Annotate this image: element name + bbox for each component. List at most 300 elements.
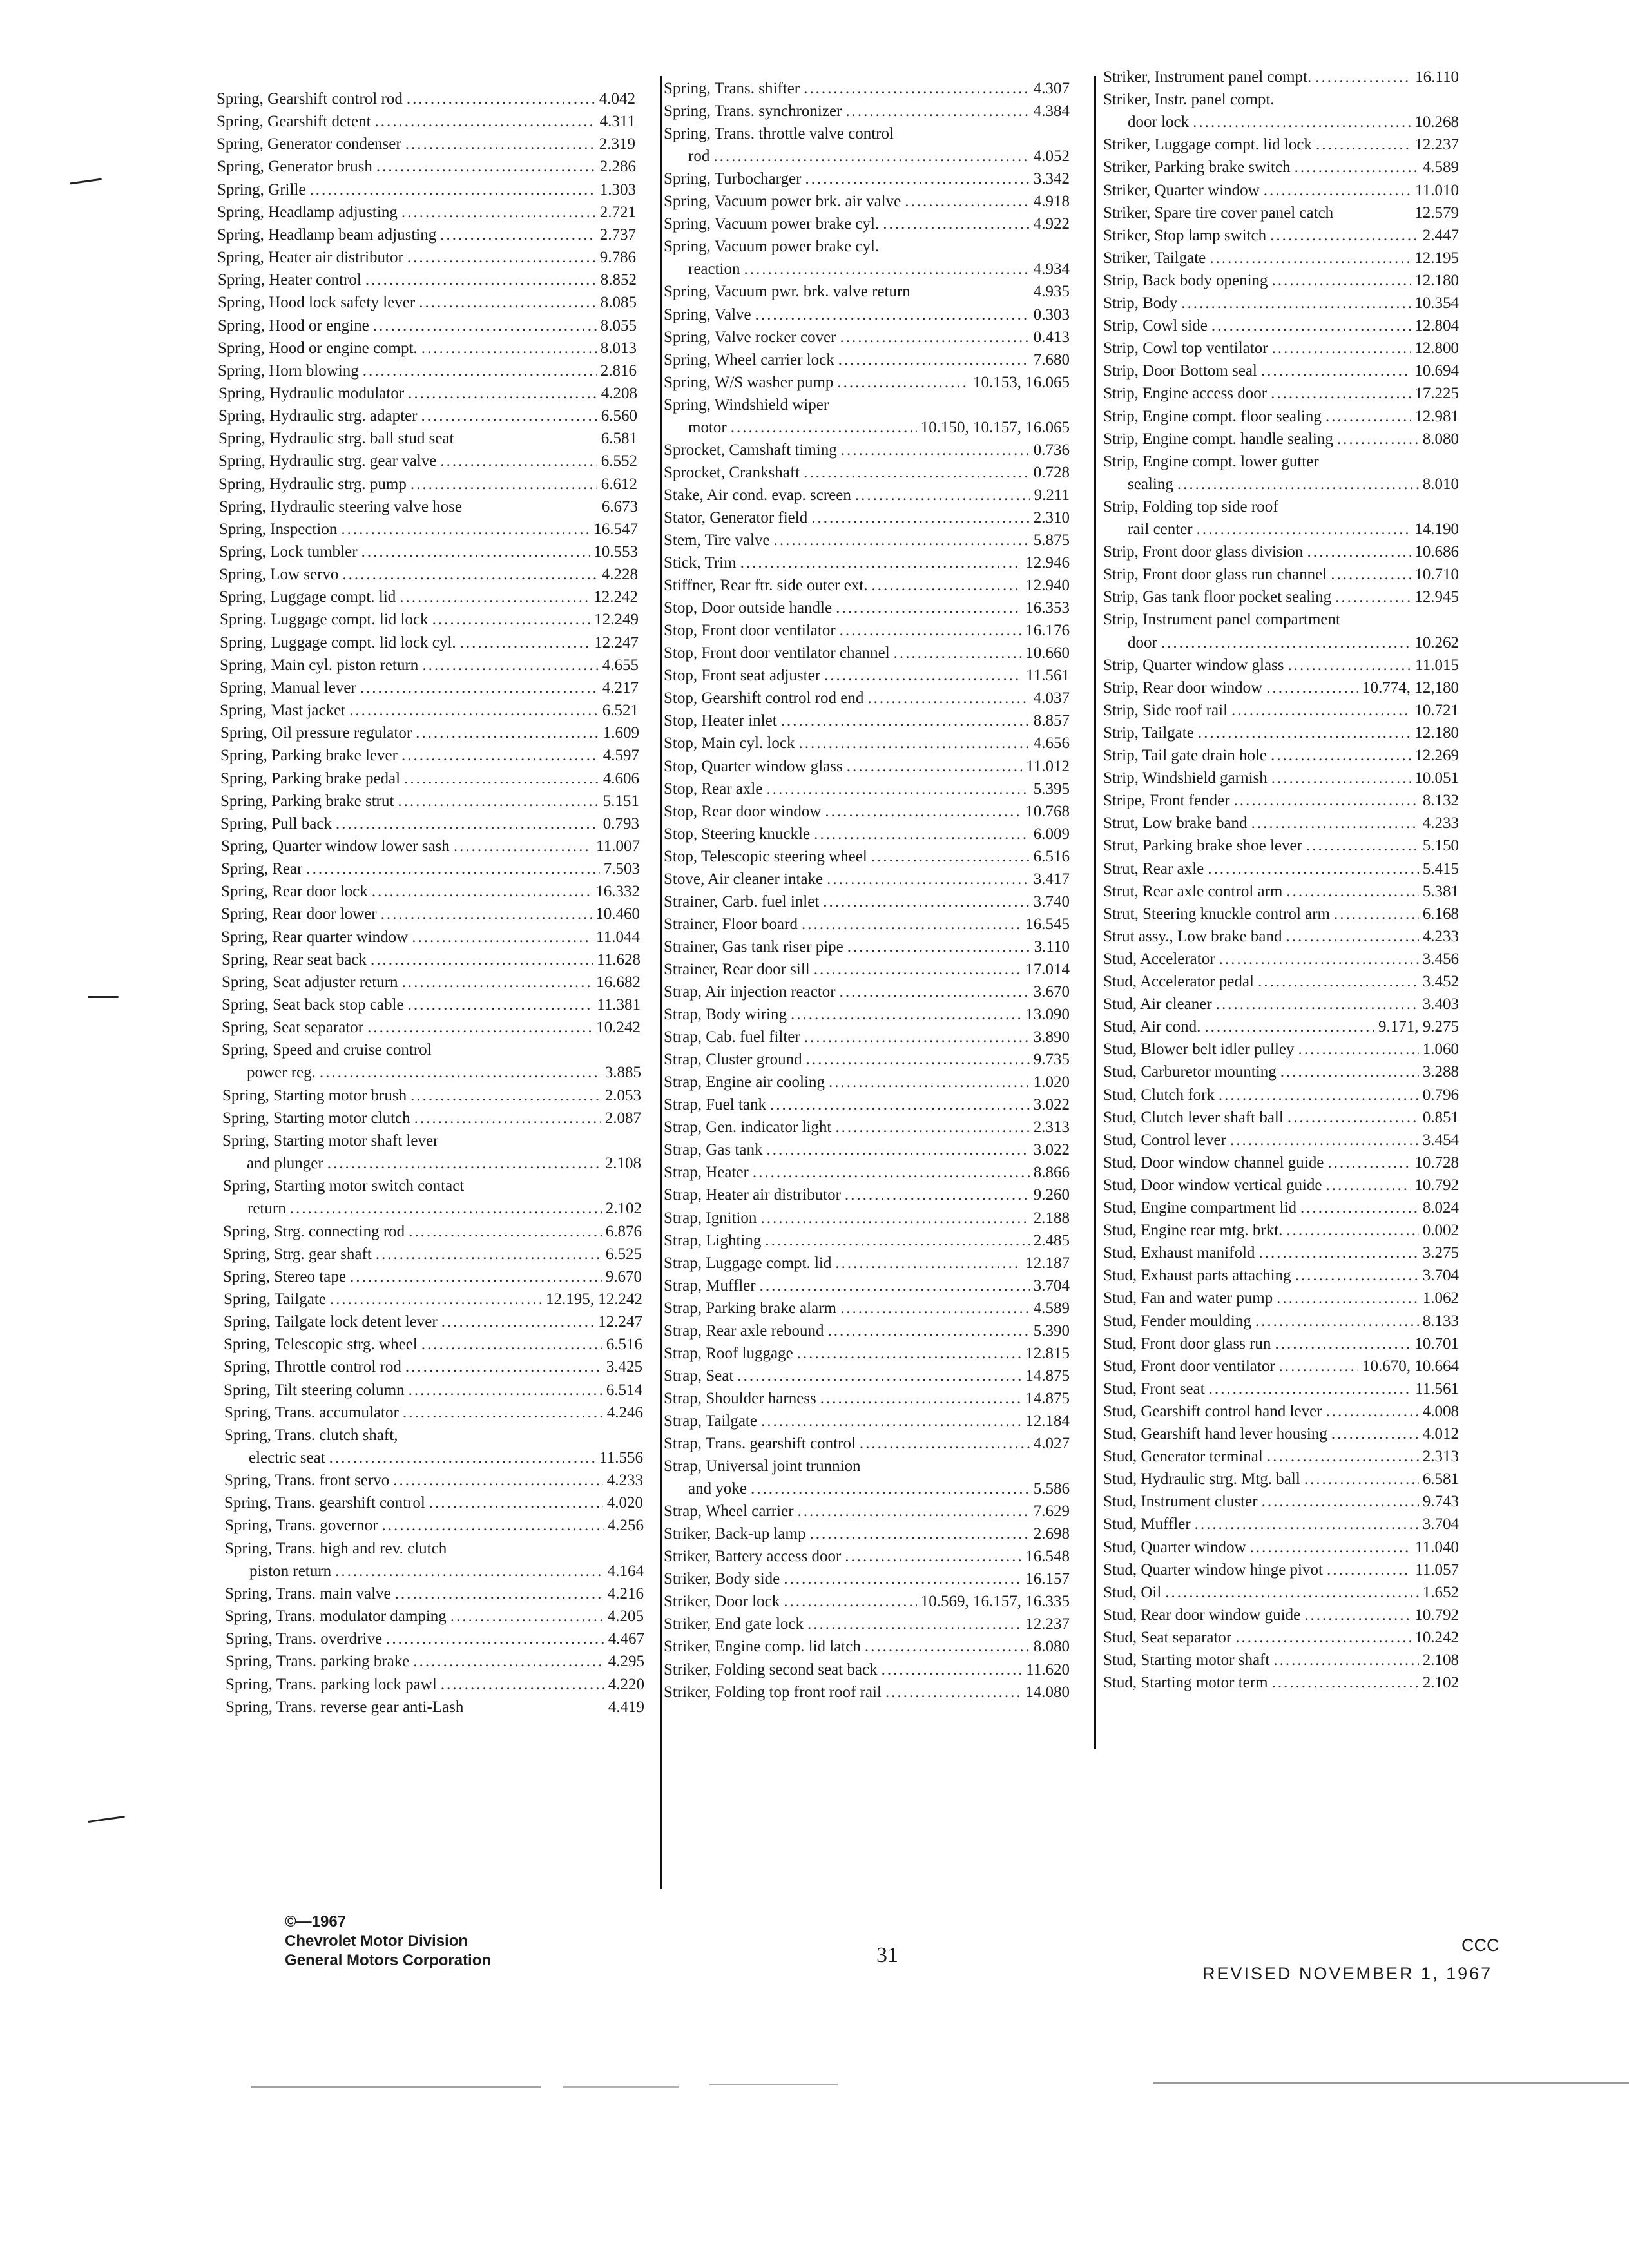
index-entry xyxy=(664,1455,1070,1478)
leader-dots xyxy=(753,1161,1030,1184)
leader-dots xyxy=(744,258,1030,281)
leader-dots xyxy=(402,971,593,994)
entry-reference: 16.682 xyxy=(596,973,641,991)
index-entry xyxy=(1103,1423,1459,1446)
leader-dots xyxy=(398,790,599,813)
entry-reference: 10.051 xyxy=(1414,769,1459,787)
leader-dots xyxy=(412,926,592,949)
column-divider-left xyxy=(660,76,662,1889)
entry-label: Spring, Hydraulic strg. adapter xyxy=(218,407,418,425)
entry-label: Spring, Hydraulic steering valve hose xyxy=(219,497,462,515)
entry-reference: 2.319 xyxy=(599,135,635,153)
leader-dots xyxy=(1273,1649,1418,1672)
entry-label: Stripe, Front fender xyxy=(1103,792,1230,810)
entry-label: Strip, Side roof rail xyxy=(1103,701,1228,719)
index-entry xyxy=(223,1175,642,1198)
entry-label: Stud, Blower belt idler pulley xyxy=(1103,1041,1295,1059)
entry-label: Strainer, Carb. fuel inlet xyxy=(664,892,820,910)
leader-dots xyxy=(807,1613,1021,1636)
entry-reference: 10.721 xyxy=(1414,701,1459,719)
entry-label: Strip, Cowl top ventilator xyxy=(1103,340,1268,358)
leader-dots xyxy=(781,709,1030,733)
index-entry xyxy=(664,664,1070,687)
leader-dots xyxy=(1197,518,1411,541)
leader-dots xyxy=(1280,1061,1419,1084)
entry-reference: 8.852 xyxy=(600,271,637,289)
entry-reference: 6.876 xyxy=(605,1222,642,1240)
index-entry xyxy=(222,1016,641,1039)
leader-dots xyxy=(336,812,599,836)
leader-dots xyxy=(1230,1129,1419,1152)
entry-reference: 11.010 xyxy=(1415,181,1459,199)
entry-label: Stud, Front door ventilator xyxy=(1103,1357,1275,1375)
entry-label: Spring, Luggage compt. lid xyxy=(219,588,396,606)
entry-label: Strap, Trans. gearshift control xyxy=(664,1435,856,1452)
leader-dots xyxy=(797,1342,1022,1365)
index-entry xyxy=(224,1469,643,1492)
leader-dots xyxy=(1271,382,1411,405)
leader-dots xyxy=(429,1492,603,1515)
leader-dots xyxy=(372,880,592,903)
index-entry xyxy=(223,1265,642,1289)
entry-reference: 2.485 xyxy=(1033,1231,1070,1249)
index-entry xyxy=(220,654,639,677)
entry-label: Strap, Heater xyxy=(664,1164,749,1182)
entry-reference: 3.452 xyxy=(1422,973,1459,990)
leader-dots xyxy=(827,868,1030,891)
entry-label: Stick, Trim xyxy=(664,554,737,572)
leader-dots xyxy=(835,1116,1029,1139)
index-entry xyxy=(1103,382,1459,405)
entry-reference: 3.342 xyxy=(1033,170,1070,188)
index-entry xyxy=(664,1410,1070,1433)
entry-label: Spring, Oil pressure regulator xyxy=(220,724,412,742)
index-entry xyxy=(218,314,637,338)
entry-reference: 12.195, 12.242 xyxy=(546,1290,642,1308)
index-entry xyxy=(664,823,1070,846)
entry-reference: 4.246 xyxy=(606,1403,643,1421)
index-entry xyxy=(222,971,641,994)
copyright-year: ©—1967 xyxy=(285,1913,347,1930)
entry-label: Spring, Strg. connecting rod xyxy=(223,1222,405,1240)
index-entry xyxy=(221,835,640,858)
entry-label: Strap, Tailgate xyxy=(664,1412,757,1430)
index-entry xyxy=(218,269,637,292)
entry-label: Spring, Starting motor shaft lever xyxy=(222,1131,439,1149)
leader-dots xyxy=(1295,1264,1419,1287)
leader-dots xyxy=(1216,993,1419,1016)
entry-reference: 2.087 xyxy=(604,1109,641,1127)
leader-dots xyxy=(905,190,1030,213)
entry-label: Spring, Seat adjuster return xyxy=(222,973,398,991)
entry-label: Sprocket, Camshaft timing xyxy=(664,441,837,459)
leader-dots xyxy=(404,767,599,791)
entry-label: Spring, Mast jacket xyxy=(220,702,346,720)
index-entry xyxy=(664,1229,1070,1253)
index-entry xyxy=(222,1084,641,1108)
entry-reference: 8.010 xyxy=(1422,475,1459,493)
entry-reference: 8.132 xyxy=(1422,792,1459,810)
entry-reference: 4.307 xyxy=(1033,80,1070,97)
index-entry xyxy=(1103,970,1459,994)
leader-dots xyxy=(450,1605,604,1628)
index-entry xyxy=(664,1026,1070,1049)
entry-label: Spring, Throttle control rod xyxy=(224,1358,401,1376)
entry-label: Spring, Trans. front servo xyxy=(224,1472,390,1490)
entry-reference: 3.670 xyxy=(1033,983,1070,1001)
index-entry xyxy=(664,574,1070,597)
leader-dots xyxy=(1327,1559,1411,1582)
entry-reference: 11.015 xyxy=(1415,656,1459,674)
leader-dots xyxy=(1286,880,1418,903)
index-entry xyxy=(1103,1468,1459,1491)
entry-label: Stud, Accelerator pedal xyxy=(1103,973,1254,990)
entry-label: Stud, Starting motor shaft xyxy=(1103,1651,1270,1669)
index-entry xyxy=(664,1252,1070,1275)
leader-dots xyxy=(1327,1151,1411,1175)
entry-reference: 12.195 xyxy=(1414,249,1459,267)
entry-label: Stop, Main cyl. lock xyxy=(664,735,795,753)
index-entry xyxy=(222,994,641,1017)
entry-label: Striker, Tailgate xyxy=(1103,249,1206,267)
leader-dots xyxy=(409,1220,602,1244)
index-entry xyxy=(218,337,637,360)
leader-dots xyxy=(327,1152,601,1175)
entry-label: Stud, Fan and water pump xyxy=(1103,1289,1273,1307)
leader-dots xyxy=(809,1523,1029,1546)
leader-dots xyxy=(882,1658,1023,1682)
index-entry xyxy=(217,155,636,178)
entry-reference: 8.857 xyxy=(1033,712,1070,730)
entry-reference: 5.586 xyxy=(1033,1480,1070,1498)
leader-dots xyxy=(825,800,1021,823)
entry-label: Strap, Body wiring xyxy=(664,1006,787,1024)
entry-reference: 14.875 xyxy=(1025,1389,1070,1407)
index-entry xyxy=(664,1320,1070,1343)
index-entry xyxy=(219,518,638,541)
index-entry xyxy=(218,473,637,496)
leader-dots xyxy=(1326,1174,1411,1197)
entry-reference: 4.042 xyxy=(599,90,635,108)
index-entry xyxy=(664,394,1070,417)
entry-reference: 4.008 xyxy=(1422,1402,1459,1420)
index-entry xyxy=(1103,880,1459,903)
index-entry xyxy=(664,303,1070,327)
entry-reference: 11.012 xyxy=(1026,757,1070,775)
index-entry xyxy=(1103,586,1459,609)
entry-reference: 6.673 xyxy=(601,497,638,515)
entry-label: Strap, Air injection reactor xyxy=(664,983,836,1001)
index-entry xyxy=(664,1003,1070,1026)
entry-reference: 12.180 xyxy=(1414,271,1459,289)
leader-dots xyxy=(1325,405,1411,428)
index-entry xyxy=(224,1333,642,1356)
leader-dots xyxy=(1204,1015,1374,1039)
entry-label: Stator, Generator field xyxy=(664,508,808,526)
index-entry xyxy=(218,450,637,473)
entry-reference: 4.037 xyxy=(1033,689,1070,707)
entry-label: Spring, Parking brake strut xyxy=(220,792,394,810)
leader-dots xyxy=(713,145,1029,168)
entry-label: Stud, Instrument cluster xyxy=(1103,1493,1258,1511)
entry-reference: 0.728 xyxy=(1033,463,1070,481)
entry-label: Strip, Rear door window xyxy=(1103,678,1263,697)
index-entry xyxy=(1128,631,1459,655)
leader-dots xyxy=(1261,360,1411,383)
index-entry xyxy=(664,1590,1070,1613)
leader-dots xyxy=(361,541,590,564)
index-entry xyxy=(664,913,1070,936)
leader-dots xyxy=(1315,66,1411,89)
index-entry xyxy=(664,981,1070,1004)
entry-reference: 4.233 xyxy=(1422,927,1459,945)
index-entry xyxy=(1103,1536,1459,1559)
entry-reference: 12.269 xyxy=(1414,747,1459,764)
entry-reference: 11.561 xyxy=(1026,667,1070,685)
entry-label: Strip, Engine compt. floor sealing xyxy=(1103,407,1322,425)
index-entry xyxy=(1103,360,1459,383)
leader-dots xyxy=(1208,858,1419,881)
index-entry xyxy=(664,1161,1070,1184)
entry-reference: 4.295 xyxy=(608,1653,644,1671)
entry-reference: 10.242 xyxy=(1414,1628,1459,1646)
leader-dots xyxy=(1286,1219,1418,1242)
entry-reference: 12.981 xyxy=(1414,407,1459,425)
index-entry xyxy=(223,1243,642,1266)
leader-dots xyxy=(421,337,597,360)
entry-reference: 4.164 xyxy=(607,1562,644,1580)
leader-dots xyxy=(814,823,1030,846)
entry-reference: 12.247 xyxy=(594,633,639,651)
leader-dots xyxy=(419,291,597,314)
index-entry xyxy=(1103,1151,1459,1175)
entry-label: Spring, Trans. high and rev. clutch xyxy=(225,1539,447,1557)
leader-dots xyxy=(421,405,597,428)
entry-reference: 3.275 xyxy=(1422,1244,1459,1262)
entry-label: Striker, Folding top front roof rail xyxy=(664,1683,882,1701)
entry-label: Spring, Lock tumbler xyxy=(219,543,358,561)
index-entry xyxy=(664,1184,1070,1207)
leader-dots xyxy=(847,755,1022,778)
index-entry xyxy=(664,1116,1070,1139)
leader-dots xyxy=(376,155,596,178)
entry-reference: 6.560 xyxy=(601,407,637,425)
index-entry xyxy=(664,439,1070,462)
entry-reference: 11.620 xyxy=(1026,1660,1070,1678)
entry-reference: 12.247 xyxy=(598,1313,642,1331)
entry-reference: 10.153, 16.065 xyxy=(973,373,1070,391)
leader-dots xyxy=(320,1061,601,1084)
entry-reference: 3.425 xyxy=(606,1358,642,1376)
entry-label: Strip, Front door glass division xyxy=(1103,543,1304,561)
entry-label: return xyxy=(247,1200,286,1218)
index-entry xyxy=(1103,179,1459,202)
entry-reference: 4.655 xyxy=(602,656,639,674)
entry-reference: 4.656 xyxy=(1033,735,1070,753)
index-entry xyxy=(1103,450,1459,474)
leader-dots xyxy=(835,1252,1021,1275)
index-entry xyxy=(664,687,1070,710)
leader-dots xyxy=(1275,1332,1411,1356)
entry-label: Spring, Headlamp adjusting xyxy=(217,203,398,221)
entry-label: Stud, Hydraulic strg. Mtg. ball xyxy=(1103,1470,1300,1488)
entry-label: rod xyxy=(688,148,710,166)
leader-dots xyxy=(802,913,1021,936)
entry-label: Spring, Hydraulic strg. ball stud seat xyxy=(218,430,454,448)
leader-dots xyxy=(1177,473,1419,496)
entry-reference: 3.740 xyxy=(1033,892,1070,910)
leader-dots xyxy=(1304,1468,1419,1491)
index-entry xyxy=(664,936,1070,959)
leader-dots xyxy=(395,1582,604,1606)
entry-label: Spring, Trans. gearshift control xyxy=(224,1494,425,1512)
entry-reference: 11.628 xyxy=(597,950,641,968)
entry-label: Spring, Generator condenser xyxy=(217,135,401,153)
entry-reference: 9.786 xyxy=(599,249,636,267)
entry-label: Stop, Quarter window glass xyxy=(664,757,843,775)
leader-dots xyxy=(360,677,599,700)
index-entry xyxy=(664,506,1070,530)
entry-reference: 5.381 xyxy=(1422,882,1459,900)
entry-reference: 12.946 xyxy=(1025,554,1070,572)
index-entry xyxy=(664,1635,1070,1658)
leader-dots xyxy=(350,1265,602,1289)
entry-label: Strip, Front door glass run channel xyxy=(1103,566,1327,584)
leader-dots xyxy=(1231,699,1411,722)
leader-dots xyxy=(865,1635,1030,1658)
index-entry xyxy=(1103,224,1459,247)
index-entry xyxy=(220,744,639,767)
index-entry xyxy=(224,1311,642,1334)
entry-reference: 6.525 xyxy=(605,1245,642,1263)
entry-label: Stud, Engine compartment lid xyxy=(1103,1199,1296,1216)
entry-reference: 11.007 xyxy=(596,837,640,855)
index-entry xyxy=(664,1681,1070,1704)
entry-label: Spring, Pull back xyxy=(220,814,332,832)
entry-label: Spring, Headlamp beam adjusting xyxy=(217,226,437,244)
leader-dots xyxy=(804,461,1030,485)
index-entry xyxy=(664,1523,1070,1546)
index-entry xyxy=(217,110,635,133)
leader-dots xyxy=(1255,1310,1419,1333)
entry-reference: 6.168 xyxy=(1422,905,1459,923)
copyright-division: Chevrolet Motor Division xyxy=(285,1932,468,1950)
entry-label: Spring, Luggage compt. lid lock cyl. xyxy=(220,633,456,651)
entry-label: Strut, Rear axle control arm xyxy=(1103,882,1283,900)
entry-reference: 4.922 xyxy=(1033,215,1070,233)
entry-reference: 11.057 xyxy=(1415,1561,1459,1579)
entry-reference: 3.704 xyxy=(1033,1276,1070,1294)
leader-dots xyxy=(731,416,917,439)
index-entry xyxy=(220,699,639,722)
entry-label: door xyxy=(1128,633,1157,651)
leader-dots xyxy=(401,744,599,767)
entry-label: Spring, Starting motor brush xyxy=(222,1086,407,1104)
entry-reference: 6.612 xyxy=(601,475,637,493)
entry-label: Strap, Universal joint trunnion xyxy=(664,1457,861,1475)
entry-reference: 4.208 xyxy=(601,384,637,402)
leader-dots xyxy=(460,631,591,655)
leader-dots xyxy=(1181,292,1411,315)
leader-dots xyxy=(784,1590,917,1613)
entry-label: door lock xyxy=(1128,113,1190,131)
index-entry xyxy=(249,1560,644,1583)
leader-dots xyxy=(1288,654,1412,677)
entry-reference: 8.024 xyxy=(1422,1199,1459,1216)
entry-label: Stud, Quarter window hinge pivot xyxy=(1103,1561,1323,1579)
entry-reference: 1.609 xyxy=(602,724,639,742)
index-entry xyxy=(664,100,1070,123)
entry-reference: 7.503 xyxy=(603,860,640,878)
index-entry xyxy=(1103,654,1459,677)
entry-label: Strip, Engine compt. handle sealing xyxy=(1103,430,1333,448)
index-entry xyxy=(1103,1445,1459,1468)
leader-dots xyxy=(872,574,1022,597)
entry-reference: 11.561 xyxy=(1415,1379,1459,1398)
entry-reference: 10.553 xyxy=(593,543,638,561)
index-entry xyxy=(224,1401,643,1425)
entry-reference: 1.020 xyxy=(1033,1073,1070,1091)
entry-reference: 3.022 xyxy=(1033,1096,1070,1114)
leader-dots xyxy=(894,642,1022,665)
leader-dots xyxy=(1193,111,1411,134)
entry-reference: 10.768 xyxy=(1025,802,1070,820)
leader-dots xyxy=(840,619,1022,642)
leader-dots xyxy=(1235,1626,1411,1649)
leader-dots xyxy=(1210,247,1411,270)
entry-label: Striker, Parking brake switch xyxy=(1103,159,1291,177)
leader-dots xyxy=(1264,179,1411,202)
leader-dots xyxy=(798,1500,1030,1523)
section-code: CCC xyxy=(1461,1936,1499,1955)
entry-reference: 6.552 xyxy=(601,452,637,470)
entry-reference: 10.460 xyxy=(595,905,640,923)
entry-reference: 2.313 xyxy=(1033,1119,1070,1137)
leader-dots xyxy=(829,1071,1030,1094)
entry-label: Spring, Trans. shifter xyxy=(664,80,800,97)
entry-reference: 12.184 xyxy=(1025,1412,1070,1430)
entry-label: Stop, Door outside handle xyxy=(664,599,833,617)
entry-label: Spring, Seat back stop cable xyxy=(222,996,404,1014)
leader-dots xyxy=(375,110,596,133)
index-entry xyxy=(664,1568,1070,1591)
index-entry xyxy=(224,1356,642,1379)
entry-label: Strap, Gas tank xyxy=(664,1141,763,1159)
index-entry xyxy=(1103,722,1459,745)
index-entry xyxy=(1103,1581,1459,1604)
entry-label: Strap, Roof luggage xyxy=(664,1344,793,1362)
leader-dots xyxy=(407,88,595,111)
index-entry xyxy=(664,1093,1070,1117)
leader-dots xyxy=(405,1356,602,1379)
entry-reference: 0.796 xyxy=(1422,1086,1459,1104)
entry-label: Stop, Front door ventilator channel xyxy=(664,644,890,662)
index-entry xyxy=(221,926,640,949)
entry-reference: 10.774, 12,180 xyxy=(1362,678,1459,697)
entry-reference: 4.216 xyxy=(607,1584,644,1602)
entry-label: Strut, Low brake band xyxy=(1103,814,1248,832)
leader-dots xyxy=(1211,314,1411,338)
entry-label: Strainer, Gas tank riser pipe xyxy=(664,937,843,956)
entry-reference: 10.792 xyxy=(1414,1606,1459,1624)
entry-reference: 2.698 xyxy=(1033,1525,1070,1543)
entry-reference: 2.310 xyxy=(1033,508,1070,526)
entry-label: Strap, Gen. indicator light xyxy=(664,1119,832,1137)
leader-dots xyxy=(1331,1423,1419,1446)
index-entry xyxy=(1103,1264,1459,1287)
entry-label: Spring, Gearshift detent xyxy=(217,113,371,131)
entry-reference: 12.237 xyxy=(1025,1615,1070,1633)
